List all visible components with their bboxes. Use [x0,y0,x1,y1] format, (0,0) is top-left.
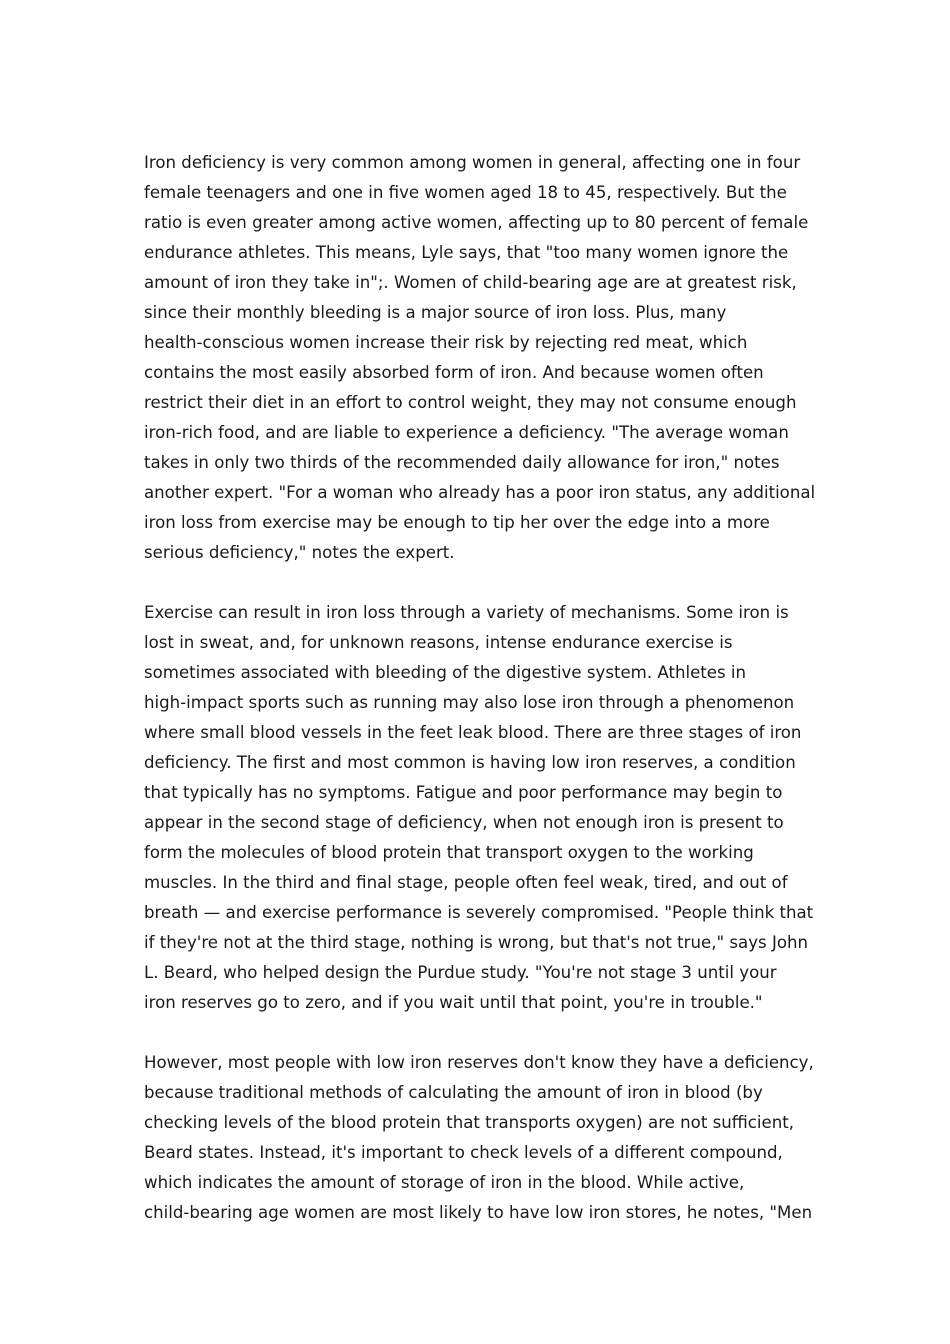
text-line: since their monthly bleeding is a major source of iron loss. Plus, many [144,303,727,322]
text-line: checking levels of the blood protein that transports oxygen) are not sufficient, [144,1113,795,1132]
text-line: L. Beard, who helped design the Purdue study. "You're not stage 3 until your [144,963,777,982]
text-line: iron loss from exercise may be enough to tip her over the edge into a more [144,513,770,532]
text-line: female teenagers and one in five women aged 18 to 45, respectively. But the [144,183,787,202]
text-line: Exercise can result in iron loss through a variety of mechanisms. Some iron is [144,603,789,622]
text-line: that typically has no symptoms. Fatigue and poor performance may begin to [144,783,783,802]
text-line: iron reserves go to zero, and if you wait until that point, you're in trouble." [144,993,763,1012]
text-line: ratio is even greater among active women, affecting up to 80 percent of female [144,213,809,232]
text-line: appear in the second stage of deficiency, when not enough iron is present to [144,813,784,832]
text-line: restrict their diet in an effort to control weight, they may not consume enough [144,393,797,412]
text-line: takes in only two thirds of the recommended daily allowance for iron," notes [144,453,780,472]
text-line: iron-rich food, and are liable to experience a deficiency. "The average woman [144,423,789,442]
text-line: Beard states. Instead, it's important to check levels of a different compound, [144,1143,783,1162]
text-line: breath — and exercise performance is severely compromised. "People think that [144,903,814,922]
text-line: endurance athletes. This means, Lyle says, that "too many women ignore the [144,243,789,262]
text-line: health-conscious women increase their risk by rejecting red meat, which [144,333,748,352]
paragraph-1 [144,148,814,568]
article-body [144,148,814,1228]
text-line: high-impact sports such as running may also lose iron through a phenomenon [144,693,795,712]
text-line: contains the most easily absorbed form of iron. And because women often [144,363,764,382]
text-line: another expert. "For a woman who already has a poor iron status, any additional [144,483,816,502]
text-line: where small blood vessels in the feet leak blood. There are three stages of iron [144,723,802,742]
text-line: Iron deficiency is very common among women in general, affecting one in four [144,153,801,172]
text-line: which indicates the amount of storage of iron in the blood. While active, [144,1173,745,1192]
text-line: form the molecules of blood protein that transport oxygen to the working [144,843,754,862]
text-line: However, most people with low iron reserves don't know they have a deficiency, [144,1053,814,1072]
text-line: serious deficiency," notes the expert. [144,543,455,562]
paragraph-2 [144,598,814,1018]
paragraph-spacer [144,568,814,598]
paragraph-3 [144,1048,814,1228]
text-line: child-bearing age women are most likely to have low iron stores, he notes, "Men [144,1203,813,1222]
text-line: amount of iron they take in";. Women of child-bearing age are at greatest risk, [144,273,797,292]
text-line: if they're not at the third stage, nothing is wrong, but that's not true," says John [144,933,809,952]
text-line: because traditional methods of calculating the amount of iron in blood (by [144,1083,763,1102]
paragraph-spacer [144,1018,814,1048]
text-line: lost in sweat, and, for unknown reasons, intense endurance exercise is [144,633,733,652]
text-line: muscles. In the third and final stage, people often feel weak, tired, and out of [144,873,788,892]
text-line: deficiency. The first and most common is having low iron reserves, a condition [144,753,796,772]
text-line: sometimes associated with bleeding of the digestive system. Athletes in [144,663,747,682]
